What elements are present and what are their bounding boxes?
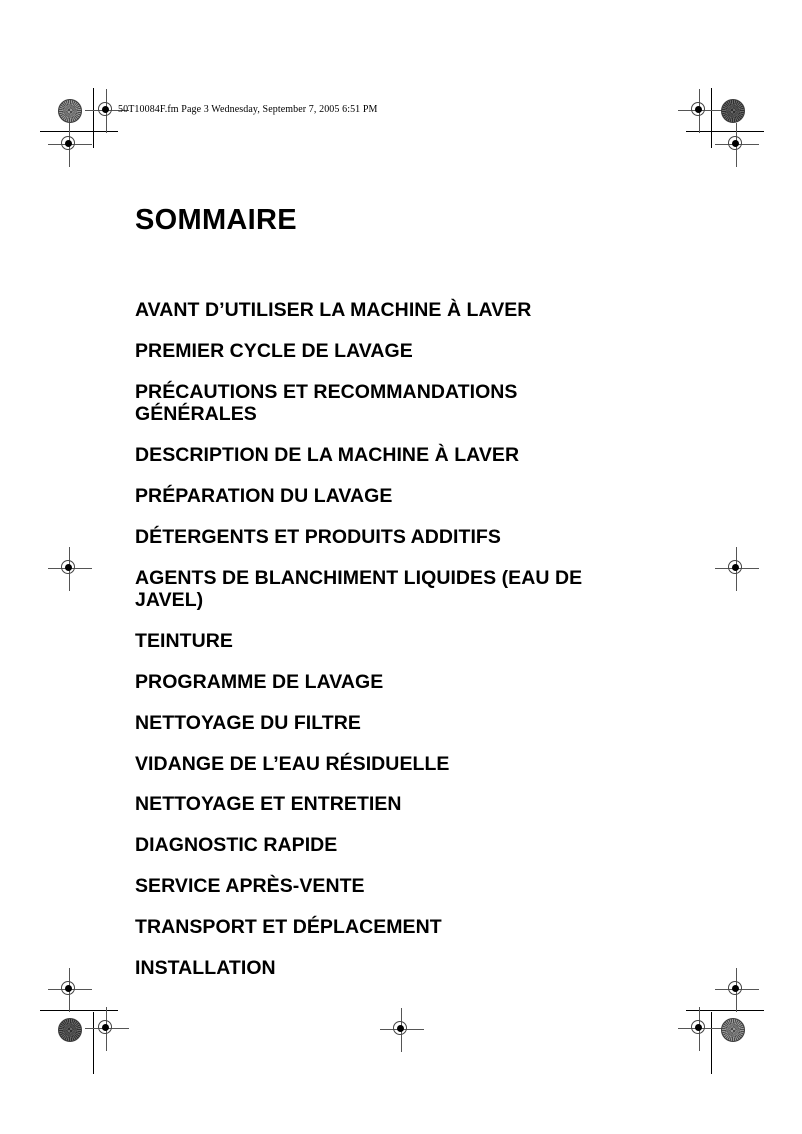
toc-entry: PRÉCAUTIONS ET RECOMMANDATIONS GÉNÉRALES	[135, 380, 518, 426]
print-slug-line: 50T10084F.fm Page 3 Wednesday, September 7, 2005 6:51 PM	[118, 104, 378, 115]
registration-crosshair-icon	[715, 547, 759, 591]
toc-entry: AGENTS DE BLANCHIMENT LIQUIDES (EAU DE JAVEL)	[135, 566, 583, 612]
toc-entry: INSTALLATION	[135, 956, 276, 979]
toc-entry: AVANT D’UTILISER LA MACHINE À LAVER	[135, 298, 532, 321]
registration-crosshair-icon	[48, 547, 92, 591]
toc-entry: DÉTERGENTS ET PRODUITS ADDITIFS	[135, 525, 501, 548]
registration-crosshair-icon	[715, 123, 759, 167]
toc-entry: PROGRAMME DE LAVAGE	[135, 671, 384, 694]
toc-entry: NETTOYAGE DU FILTRE	[135, 711, 361, 734]
toc-entry: PREMIER CYCLE DE LAVAGE	[135, 339, 413, 362]
toc-entry: TEINTURE	[135, 630, 233, 653]
page-content	[135, 205, 640, 998]
registration-crosshair-icon	[715, 968, 759, 1012]
print-density-disc-icon	[721, 1018, 745, 1042]
toc-entry: PRÉPARATION DU LAVAGE	[135, 484, 393, 507]
toc-entry: VIDANGE DE L’EAU RÉSIDUELLE	[135, 752, 450, 775]
registration-crosshair-icon	[380, 1008, 424, 1052]
registration-crosshair-icon	[48, 123, 92, 167]
print-density-disc-icon	[58, 99, 82, 123]
toc-entry: DIAGNOSTIC RAPIDE	[135, 834, 338, 857]
toc-entry: NETTOYAGE ET ENTRETIEN	[135, 793, 402, 816]
registration-crosshair-icon	[48, 968, 92, 1012]
registration-crosshair-icon	[678, 1007, 722, 1051]
toc-entry: SERVICE APRÈS-VENTE	[135, 875, 365, 898]
print-density-disc-icon	[58, 1018, 82, 1042]
print-density-disc-icon	[721, 99, 745, 123]
page-title: SOMMAIRE	[135, 204, 297, 236]
toc-entry: DESCRIPTION DE LA MACHINE À LAVER	[135, 444, 520, 467]
table-of-contents	[135, 299, 640, 980]
registration-crosshair-icon	[85, 1007, 129, 1051]
toc-entry: TRANSPORT ET DÉPLACEMENT	[135, 915, 442, 938]
